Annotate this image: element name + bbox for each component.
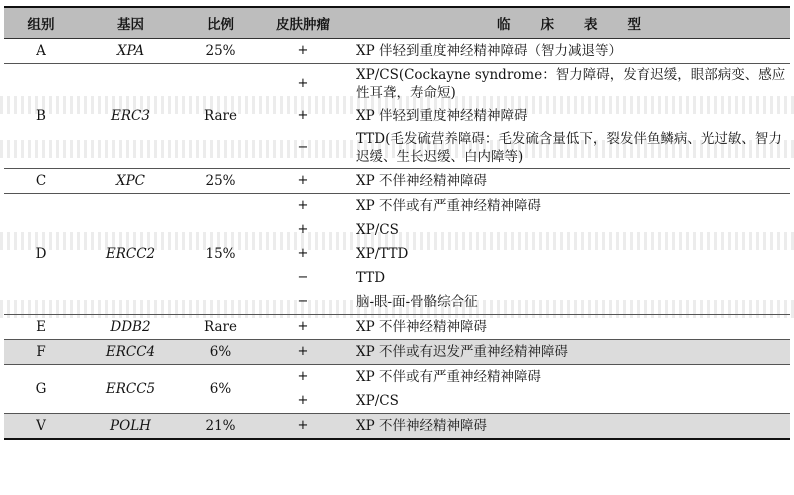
tumor-cell: +: [297, 108, 309, 123]
group-cell: V: [4, 414, 78, 440]
group-cell: A: [4, 39, 78, 64]
ratio-cell: Rare: [183, 315, 258, 340]
tumor-cell: +: [297, 198, 309, 213]
tumor-cell: +: [297, 222, 309, 237]
group-cell: B: [4, 64, 78, 169]
table-row: [4, 414, 790, 440]
tumor-cell: +: [258, 169, 348, 194]
tumor-cell: −: [297, 270, 309, 285]
table-row: [4, 315, 790, 340]
table-row: [4, 39, 790, 64]
phenotype-cell: XP 不伴神经精神障碍: [348, 169, 790, 194]
ratio-cell: Rare: [183, 64, 258, 169]
group-cell: E: [4, 315, 78, 340]
phenotype-cell: XP/TTD: [356, 246, 409, 262]
ratio-cell: 25%: [183, 169, 258, 194]
tumor-cell: +: [258, 315, 348, 340]
phenotype-cell: XP 伴轻到重度神经精神障碍: [356, 108, 528, 124]
table-row: [4, 365, 790, 390]
phenotype-cell: XP 不伴或有严重神经精神障碍: [356, 369, 541, 385]
tumor-cell: +: [258, 389, 348, 414]
group-cell: F: [4, 340, 78, 365]
tumor-cell: +: [258, 414, 348, 440]
tumor-cell: +: [297, 76, 309, 91]
tumor-cell: −: [258, 290, 348, 315]
phenotype-cell: XP/CS: [348, 389, 790, 414]
phenotype-cell: 脑-眼-面-骨骼综合征: [348, 290, 790, 315]
table-row: [4, 169, 790, 194]
ratio-cell: 6%: [183, 365, 258, 414]
tumor-cell: −: [258, 128, 348, 169]
phenotype-cell: XP 伴轻到重度神经精神障碍（智力减退等）: [348, 39, 790, 64]
table-row: [4, 194, 790, 219]
gene-cell: ERC3: [78, 64, 183, 169]
gene-cell: DDB2: [78, 315, 183, 340]
phenotype-cell: XP 不伴或有迟发严重神经精神障碍: [348, 340, 790, 365]
gene-cell: POLH: [78, 414, 183, 440]
gene-cell: ERCC4: [78, 340, 183, 365]
phenotype-cell: XP/CS(Cockayne syndrome：智力障碍，发育迟缓，眼部病变、感应性耳聋，寿命短): [356, 67, 786, 101]
header-phenotype: 临床表型: [348, 7, 790, 39]
gene-cell: XPA: [78, 39, 183, 64]
header-skin-tumor: 皮肤肿瘤: [258, 7, 348, 39]
header-gene: 基因: [78, 7, 183, 39]
xp-gene-table: [4, 6, 790, 440]
ratio-cell: 15%: [183, 194, 258, 315]
phenotype-cell: XP/CS: [356, 222, 399, 238]
header-group: 组别: [4, 7, 78, 39]
header-ratio: 比例: [183, 7, 258, 39]
phenotype-cell: TTD: [356, 270, 386, 286]
phenotype-cell: XP 不伴神经精神障碍: [348, 414, 790, 440]
gene-cell: XPC: [78, 169, 183, 194]
group-cell: D: [4, 194, 78, 315]
phenotype-cell: XP 不伴或有严重神经精神障碍: [356, 198, 541, 214]
group-cell: G: [4, 365, 78, 414]
tumor-cell: +: [297, 246, 309, 261]
tumor-cell: +: [258, 340, 348, 365]
table-row: [4, 64, 790, 105]
tumor-cell: +: [258, 39, 348, 64]
group-cell: C: [4, 169, 78, 194]
ratio-cell: 6%: [183, 340, 258, 365]
table-header-row: [4, 7, 790, 39]
phenotype-cell: TTD(毛发硫营养障碍：毛发硫含量低下，裂发伴鱼鳞病、光过敏、智力迟缓、生长迟缓、白内障等): [348, 128, 790, 169]
table-row: [4, 340, 790, 365]
gene-cell: ERCC2: [78, 194, 183, 315]
ratio-cell: 25%: [183, 39, 258, 64]
phenotype-cell: XP 不伴神经精神障碍: [348, 315, 790, 340]
gene-cell: ERCC5: [78, 365, 183, 414]
ratio-cell: 21%: [183, 414, 258, 440]
tumor-cell: +: [297, 369, 309, 384]
